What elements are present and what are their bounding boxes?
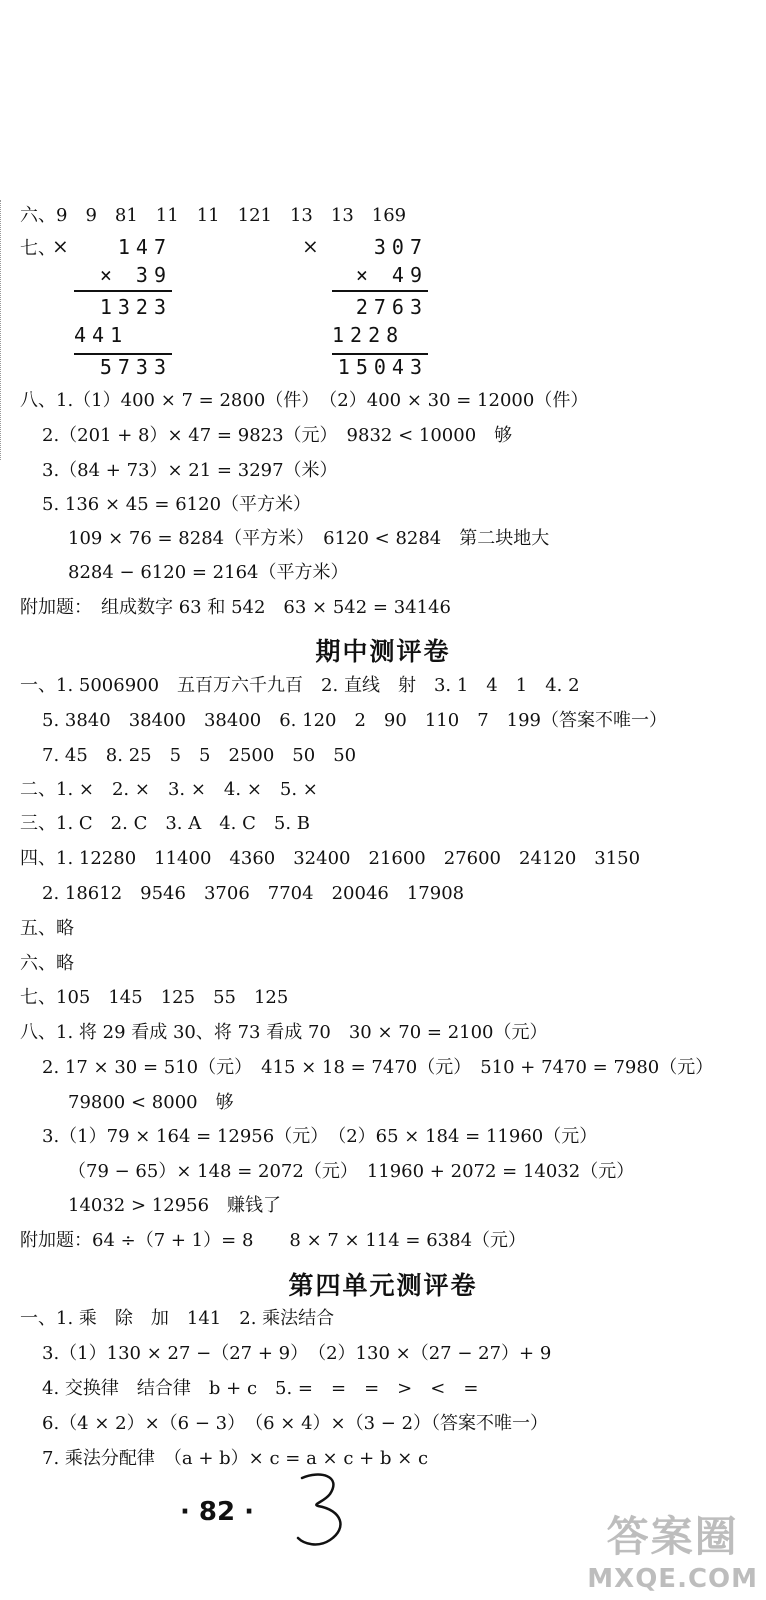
answer-line: 七、105 145 125 55 125 <box>20 987 289 1008</box>
page-edge <box>0 200 4 460</box>
answer-line: 3.（1）79 × 164 = 12956（元） （2）65 × 184 = 11960（元） <box>42 1126 598 1147</box>
answer-line: 四、1. 12280 11400 4360 32400 21600 27600 24120 3150 <box>20 848 641 869</box>
section-title: 期中测评卷 <box>315 637 451 666</box>
calc-partial-1: 2763 <box>355 295 428 319</box>
watermark <box>587 1504 758 1594</box>
answer-line: 3.（1）130 × 27 −（27 + 9） （2）130 ×（27 − 27）+ 9 <box>42 1343 552 1364</box>
answer-line: 附加题：64 ÷（7 + 1）= 8 8 × 7 × 114 = 6384（元） <box>20 1230 527 1251</box>
answer-line: 一、1. 乘 除 加 141 2. 乘法结合 <box>20 1308 335 1329</box>
answer-line: 14032 > 12956 赚钱了 <box>68 1195 282 1216</box>
calc-line <box>332 290 428 292</box>
answer-line: 6.（4 × 2）×（6 − 3） （6 × 4）×（3 − 2）（答案不唯一） <box>42 1413 549 1434</box>
calc-line <box>74 353 172 355</box>
calc-partial-2: 441 <box>74 323 129 347</box>
page-number: · 82 · <box>180 1497 255 1527</box>
answer-line: 八、1.（1）400 × 7 = 2800（件） （2）400 × 30 = 12000（件） <box>20 390 589 411</box>
vertical-calc-1 <box>60 233 172 381</box>
answer-line: 三、1. C 2. C 3. A 4. C 5. B <box>20 813 311 834</box>
answer-line: 4. 交换律 结合律 b + c 5. = = = > < = <box>42 1378 479 1399</box>
handwritten-mark <box>290 1470 360 1550</box>
wrong-mark: × <box>52 234 69 258</box>
calc-partial-1: 1323 <box>99 295 172 319</box>
calc-product: 5733 <box>99 355 172 379</box>
answer-line: 六、9 9 81 11 11 121 13 13 169 <box>20 205 407 226</box>
answer-line: 7. 45 8. 25 5 5 2500 50 50 <box>42 745 357 766</box>
section-7-label: 七、 <box>20 238 56 259</box>
answer-line: 一、1. 5006900 五百万六千九百 2. 直线 射 3. 1 4 1 4. 2 <box>20 675 580 696</box>
calc-product: 15043 <box>337 355 428 379</box>
calc-multiplier: × 49 <box>355 263 428 287</box>
answer-line: 5. 3840 38400 38400 6. 120 2 90 110 7 199（答案不唯一） <box>42 710 667 731</box>
watermark-url: MXQE.COM <box>587 1564 758 1594</box>
answer-line: 2. 18612 9546 3706 7704 20046 17908 <box>42 883 465 904</box>
calc-line <box>74 290 172 292</box>
answer-line: 109 × 76 = 8284（平方米） 6120 < 8284 第二块地大 <box>68 528 550 549</box>
calc-multiplicand: 307 <box>373 235 428 259</box>
calc-partial-2: 1228 <box>332 323 405 347</box>
answer-line: 2.（201 + 8）× 47 = 9823（元） 9832 < 10000 够 <box>42 425 513 446</box>
answer-line: （79 − 65）× 148 = 2072（元） 11960 + 2072 = 14032（元） <box>68 1161 635 1182</box>
watermark-logo-text: 答案圈 <box>606 1512 739 1561</box>
answer-line: 7. 乘法分配律 （a + b）× c = a × c + b × c <box>42 1448 429 1469</box>
answer-line: 八、1. 将 29 看成 30、将 73 看成 70 30 × 70 = 2100（元） <box>20 1022 548 1043</box>
answer-line: 3.（84 + 73）× 21 = 3297（米） <box>42 460 338 481</box>
answer-line: 8284 − 6120 = 2164（平方米） <box>68 562 349 583</box>
answer-line: 79800 < 8000 够 <box>68 1092 234 1113</box>
wrong-mark: × <box>302 234 319 258</box>
calc-multiplicand: 147 <box>117 235 172 259</box>
section-title: 第四单元测评卷 <box>288 1271 478 1300</box>
answer-line: 2. 17 × 30 = 510（元） 415 × 18 = 7470（元） 510 + 7470 = 7980（元） <box>42 1057 714 1078</box>
answer-line: 六、略 <box>20 953 74 974</box>
answer-line: 5. 136 × 45 = 6120（平方米） <box>42 494 312 515</box>
calc-multiplier: × 39 <box>99 263 172 287</box>
answer-line: 二、1. × 2. × 3. × 4. × 5. × <box>20 779 318 800</box>
answer-line: 附加题： 组成数字 63 和 542 63 × 542 = 34146 <box>20 597 451 618</box>
calc-line <box>332 353 428 355</box>
vertical-calc-2 <box>320 233 428 381</box>
answer-line: 五、略 <box>20 918 74 939</box>
